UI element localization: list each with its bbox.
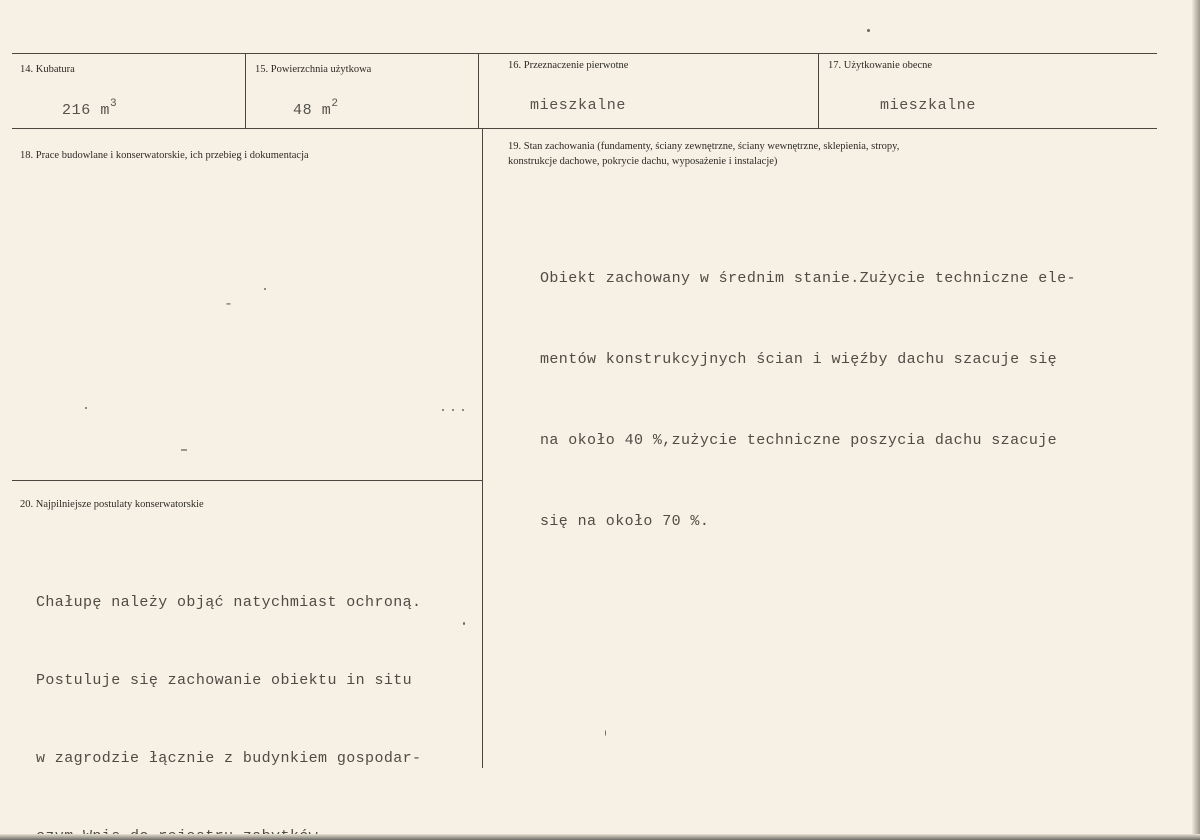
card-edge-bottom [0,834,1200,840]
field-19-text-line: na około 40 %,zużycie techniczne poszycia dachu szacuje [540,432,1058,449]
field-14-value-text: 216 m [62,102,111,119]
field-19-label-line-2: konstrukcje dachowe, pokrycie dachu, wyposażenie i instalacje) [508,156,778,167]
paper-speck [452,409,454,411]
paper-speck [85,407,87,409]
field-19-text [540,211,1076,589]
field-17-label: 17. Użytkowanie obecne [828,60,933,71]
paper-speck [867,29,870,32]
paper-mark [181,449,187,451]
field-14-value [62,100,117,119]
field-15-label: 15. Powierzchnia użytkowa [255,64,372,75]
paper-speck [462,409,464,411]
field-16-label: 16. Przeznaczenie pierwotne [508,60,629,71]
paper-speck [463,622,465,625]
paper-speck [442,409,444,411]
top-rule [12,53,1157,54]
field-17-value: mieszkalne [880,97,977,114]
card-edge-right [1192,0,1200,840]
field-14-value-exponent: 3 [110,98,118,110]
field-15-value [293,100,339,119]
field-14-label: 14. Kubatura [20,64,75,75]
divider-main [482,128,483,768]
field-18-label: 18. Prace budowlane i konserwatorskie, ich przebieg i dokumentacja [20,150,309,161]
field-20-text-line: Postuluje się zachowanie obiektu in situ [36,672,413,689]
divider-14-15 [245,53,246,128]
row-rule-1 [12,128,1157,129]
field-20-label: 20. Najpilniejsze postulaty konserwatorskie [20,499,204,510]
field-15-value-text: 48 m [293,102,332,119]
field-18-value: - [224,296,234,313]
field-20-text [36,538,421,840]
divider-16-17 [818,53,819,128]
divider-15-16 [478,53,479,128]
field-19-text-line: się na około 70 %. [540,513,710,530]
paper-speck [605,730,606,736]
field-19-label-line-1: 19. Stan zachowania (fundamenty, ściany zewnętrzne, ściany wewnętrzne, sklepienia, stropy, [508,141,900,152]
field-20-text-line: w zagrodzie łącznie z budynkiem gospodar- [36,750,422,767]
field-19-text-line: Obiekt zachowany w średnim stanie.Zużycie techniczne ele- [540,270,1076,287]
field-16-value: mieszkalne [530,97,627,114]
field-20-text-line: Chałupę należy objąć natychmiast ochroną. [36,594,422,611]
field-15-value-exponent: 2 [331,98,339,110]
row-rule-2 [12,480,482,481]
field-19-text-line: mentów konstrukcyjnych ścian i więźby dachu szacuje się [540,351,1058,368]
paper-speck [264,288,266,290]
